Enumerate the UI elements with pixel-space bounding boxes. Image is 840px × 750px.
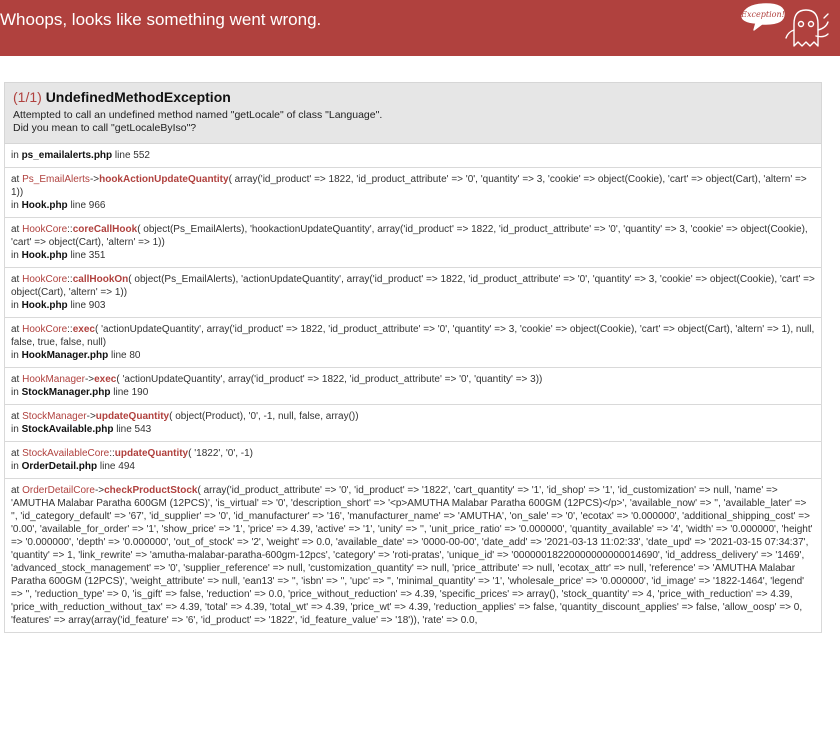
- trace-class: HookManager: [22, 374, 85, 385]
- exception-message-line: Attempted to call an undefined method named "getLocale" of class "Language".: [13, 109, 383, 121]
- error-header: [0, 0, 840, 56]
- trace-args: ( object(Product), '0', -1, null, false, array()): [169, 411, 359, 422]
- exception-container: [4, 82, 822, 633]
- exception-count: (1/1): [13, 89, 42, 105]
- trace-args: ( '1822', '0', -1): [188, 448, 254, 459]
- trace-item: at StockAvailableCore::updateQuantity( '1822', '0', -1) in OrderDetail.php line 494: [4, 442, 822, 479]
- trace-args: ( 'actionUpdateQuantity', array('id_product' => 1822, 'id_product_attribute' => '0', 'quantity' => 3, 'cookie' => object(Cookie), 'cart' => object(Cart), 'altern' => 1), null, false, true, false, null): [11, 324, 815, 348]
- exception-name: UndefinedMethodException: [45, 89, 231, 105]
- trace-file: StockManager.php: [21, 387, 111, 398]
- trace-line: line 494: [97, 461, 135, 472]
- trace-function: updateQuantity: [95, 411, 170, 422]
- trace-class: HookCore: [22, 224, 68, 235]
- exception-message: [13, 109, 813, 135]
- exception-badge-text: Exception!: [741, 10, 785, 19]
- trace-args: ( array('id_product' => 1822, 'id_product_attribute' => '0', 'quantity' => 3, 'cookie' => object(Cookie), 'cart' => object(Cart), 'altern' => 1)): [11, 174, 807, 198]
- trace-file: HookManager.php: [21, 350, 109, 361]
- trace-line: line 80: [108, 350, 141, 361]
- trace-line: line 543: [113, 424, 152, 435]
- trace-item: at OrderDetailCore->checkProductStock( array('id_product_attribute' => '0', 'id_product' => '1822', 'cart_quantity' => '1', 'id_shop' => '1', 'id_customization' => null, 'name' => 'AMUTHA Malabar Paratha 600GM (12PCS)', 'is_virtual' => '0', 'description_short' => '<p>AMUTHA Malabar Paratha 600GM (12PCS)</p>', 'available_now' => '', 'available_later' => '', 'id_category_default' => '67', 'id_supplier' => '0', 'id_manufacturer' => '16', 'manufacturer_name' => 'AMUTHA', 'on_sale' => '0', 'ecotax' => '0.000000', 'additional_shipping_cost' => '0.00', 'available_for_order' => '1', 'show_price' => '1', 'price' => 4.39, 'active' => '1', 'unity' => '', 'unit_price_ratio' => '0.000000', 'quantity_available' => '4', 'width' => '0.000000', 'height' => '0.000000', 'depth' => '0.000000', 'out_of_stock' => '2', 'weight' => 0.0, 'available_date' => '0000-00-00', 'date_add' => '2021-03-13 11:02:33', 'date_upd' => '2021-03-15 07:34:37', 'quantity' => 1, 'link_rewrite' => 'amutha-malabar-paratha-600gm-12pcs', 'category' => 'roti-pratas', 'unique_id' => '00000018220000000000014690', 'id_address_delivery' => '1469', 'advanced_stock_management' => '0', 'supplier_reference' => null, 'customization_quantity' => null, 'price_attribute' => null, 'ecotax_attr' => null, 'reference' => 'AMUTHA Malabar Paratha 600GM (12PCS)', 'weight_attribute' => null, 'ean13' => '', 'isbn' => '', 'upc' => '', 'minimal_quantity' => '1', 'wholesale_price' => '0.000000', 'id_image' => '1822-1464', 'legend' => '', 'reduction_type' => 0, 'is_gift' => false, 'reduction' => 0.0, 'price_without_reduction' => 4.39, 'specific_prices' => array(), 'stock_quantity' => 4, 'price_with_reduction' => 4.39, 'price_with_reduction_without_tax' => 4.39, 'total' => 4.39, 'total_wt' => 4.39, 'price_wt' => 4.39, 'reduction_applies' => false, 'quantity_discount_applies' => false, 'allow_oosp' => 0, 'features' => array(array('id_feature' => '6', 'id_product' => '1822', 'id_feature_value' => '18')), 'rate' => 0.0,: [4, 479, 822, 633]
- trace-file: Hook.php: [21, 200, 68, 211]
- trace-function: callHookOn: [72, 274, 129, 285]
- trace-line: line 351: [67, 250, 106, 261]
- trace-class: StockManager: [22, 411, 87, 422]
- trace-file: Hook.php: [21, 250, 68, 261]
- trace-args: ( array('id_product_attribute' => '0', 'id_product' => '1822', 'cart_quantity' => '1', 'id_shop' => '1', 'id_customization' => null, 'name' => 'AMUTHA Malabar Paratha 600GM (12PCS)', 'is_virtual' => '0', 'description_short' => '<p>AMUTHA Malabar Paratha 600GM (12PCS)</p>', 'available_now' => '', 'available_later' => '', 'id_category_default' => '67', 'id_supplier' => '0', 'id_manufacturer' => '16', 'manufacturer_name' => 'AMUTHA', 'on_sale' => '0', 'ecotax' => '0.000000', 'additional_shipping_cost' => '0.00', 'available_for_order' => '1', 'show_price' => '1', 'price' => 4.39, 'active' => '1', 'unity' => '', 'unit_price_ratio' => '0.000000', 'quantity_available' => '4', 'width' => '0.000000', 'height' => '0.000000', 'depth' => '0.000000', 'out_of_stock' => '2', 'weight' => 0.0, 'available_date' => '0000-00-00', 'date_add' => '2021-03-13 11:02:33', 'date_upd' => '2021-03-15 07:34:37', 'quantity' => 1, 'link_rewrite' => 'amutha-malabar-paratha-600gm-12pcs', 'category' => 'roti-pratas', 'unique_id' => '00000018220000000000014690', 'id_address_delivery' => '1469', 'advanced_stock_management' => '0', 'supplier_reference' => null, 'customization_quantity' => null, 'price_attribute' => null, 'ecotax_attr' => null, 'reference' => 'AMUTHA Malabar Paratha 600GM (12PCS)', 'weight_attribute' => null, 'ean13' => '', 'isbn' => '', 'upc' => '', 'minimal_quantity' => '1', 'wholesale_price' => '0.000000', 'id_image' => '1822-1464', 'legend' => '', 'reduction_type' => 0, 'is_gift' => false, 'reduction' => 0.0, 'price_without_reduction' => 4.39, 'specific_prices' => array(), 'stock_quantity' => 4, 'price_with_reduction' => 4.39, 'price_with_reduction_without_tax' => 4.39, 'total' => 4.39, 'total_wt' => 4.39, 'price_wt' => 4.39, 'reduction_applies' => false, 'quantity_discount_applies' => false, 'allow_oosp' => 0, 'features' => array(array('id_feature' => '6', 'id_product' => '1822', 'id_feature_value' => '18')), 'rate' => 0.0,: [11, 485, 813, 626]
- trace-class: StockAvailableCore: [22, 448, 110, 459]
- page-title: Whoops, looks like something went wrong.: [0, 10, 322, 29]
- trace-function: coreCallHook: [72, 224, 138, 235]
- trace-item: at Ps_EmailAlerts->hookActionUpdateQuantity( array('id_product' => 1822, 'id_product_attribute' => '0', 'quantity' => 3, 'cookie' => object(Cookie), 'cart' => object(Cart), 'altern' => 1)) in Hook.php line 966: [4, 168, 822, 218]
- trace-args: ( 'actionUpdateQuantity', array('id_product' => 1822, 'id_product_attribute' => '0', 'quantity' => 3)): [116, 374, 543, 385]
- stack-trace: [4, 144, 822, 633]
- trace-line: line 903: [67, 300, 106, 311]
- trace-line: line 190: [110, 387, 149, 398]
- trace-item: at StockManager->updateQuantity( object(Product), '0', -1, null, false, array()) in StockAvailable.php line 543: [4, 405, 822, 442]
- trace-class: OrderDetailCore: [22, 485, 95, 496]
- ghost-exception-icon: [740, 2, 832, 52]
- trace-function: checkProductStock: [104, 485, 198, 496]
- trace-item: at HookManager->exec( 'actionUpdateQuantity', array('id_product' => 1822, 'id_product_attribute' => '0', 'quantity' => 3)) in StockManager.php line 190: [4, 368, 822, 405]
- trace-function: exec: [72, 324, 95, 335]
- trace-class: Ps_EmailAlerts: [22, 174, 90, 185]
- trace-args: ( object(Ps_EmailAlerts), 'actionUpdateQuantity', array('id_product' => 1822, 'id_product_attribute' => '0', 'quantity' => 3, 'cookie' => object(Cookie), 'cart' => object(Cart), 'altern' => 1)): [11, 274, 815, 298]
- trace-file: Hook.php: [21, 300, 68, 311]
- exception-message-line: Did you mean to call "getLocaleByIso"?: [13, 122, 197, 134]
- exception-title: [13, 89, 813, 105]
- trace-function: updateQuantity: [114, 448, 189, 459]
- trace-item: at HookCore::coreCallHook( object(Ps_EmailAlerts), 'hookactionUpdateQuantity', array('id_product' => 1822, 'id_product_attribute' => '0', 'quantity' => 3, 'cookie' => object(Cookie), 'cart' => object(Cart), 'altern' => 1)) in Hook.php line 351: [4, 218, 822, 268]
- trace-function: exec: [94, 374, 117, 385]
- exception-summary: [4, 82, 822, 144]
- trace-class: HookCore: [22, 324, 68, 335]
- trace-item: in ps_emailalerts.php line 552: [4, 144, 822, 168]
- trace-line: line 966: [67, 200, 106, 211]
- trace-function: hookActionUpdateQuantity: [99, 174, 229, 185]
- trace-args: ( object(Ps_EmailAlerts), 'hookactionUpdateQuantity', array('id_product' => 1822, 'id_product_attribute' => '0', 'quantity' => 3, 'cookie' => object(Cookie), 'cart' => object(Cart), 'altern' => 1)): [11, 224, 808, 248]
- trace-file: StockAvailable.php: [21, 424, 114, 435]
- trace-file: ps_emailalerts.php: [21, 150, 113, 161]
- trace-class: HookCore: [22, 274, 68, 285]
- trace-item: at HookCore::exec( 'actionUpdateQuantity', array('id_product' => 1822, 'id_product_attribute' => '0', 'quantity' => 3, 'cookie' => object(Cookie), 'cart' => object(Cart), 'altern' => 1), null, false, true, false, null) in HookManager.php line 80: [4, 318, 822, 368]
- trace-line: line 552: [112, 150, 150, 161]
- trace-item: at HookCore::callHookOn( object(Ps_EmailAlerts), 'actionUpdateQuantity', array('id_product' => 1822, 'id_product_attribute' => '0', 'quantity' => 3, 'cookie' => object(Cookie), 'cart' => object(Cart), 'altern' => 1)) in Hook.php line 903: [4, 268, 822, 318]
- trace-file: OrderDetail.php: [21, 461, 98, 472]
